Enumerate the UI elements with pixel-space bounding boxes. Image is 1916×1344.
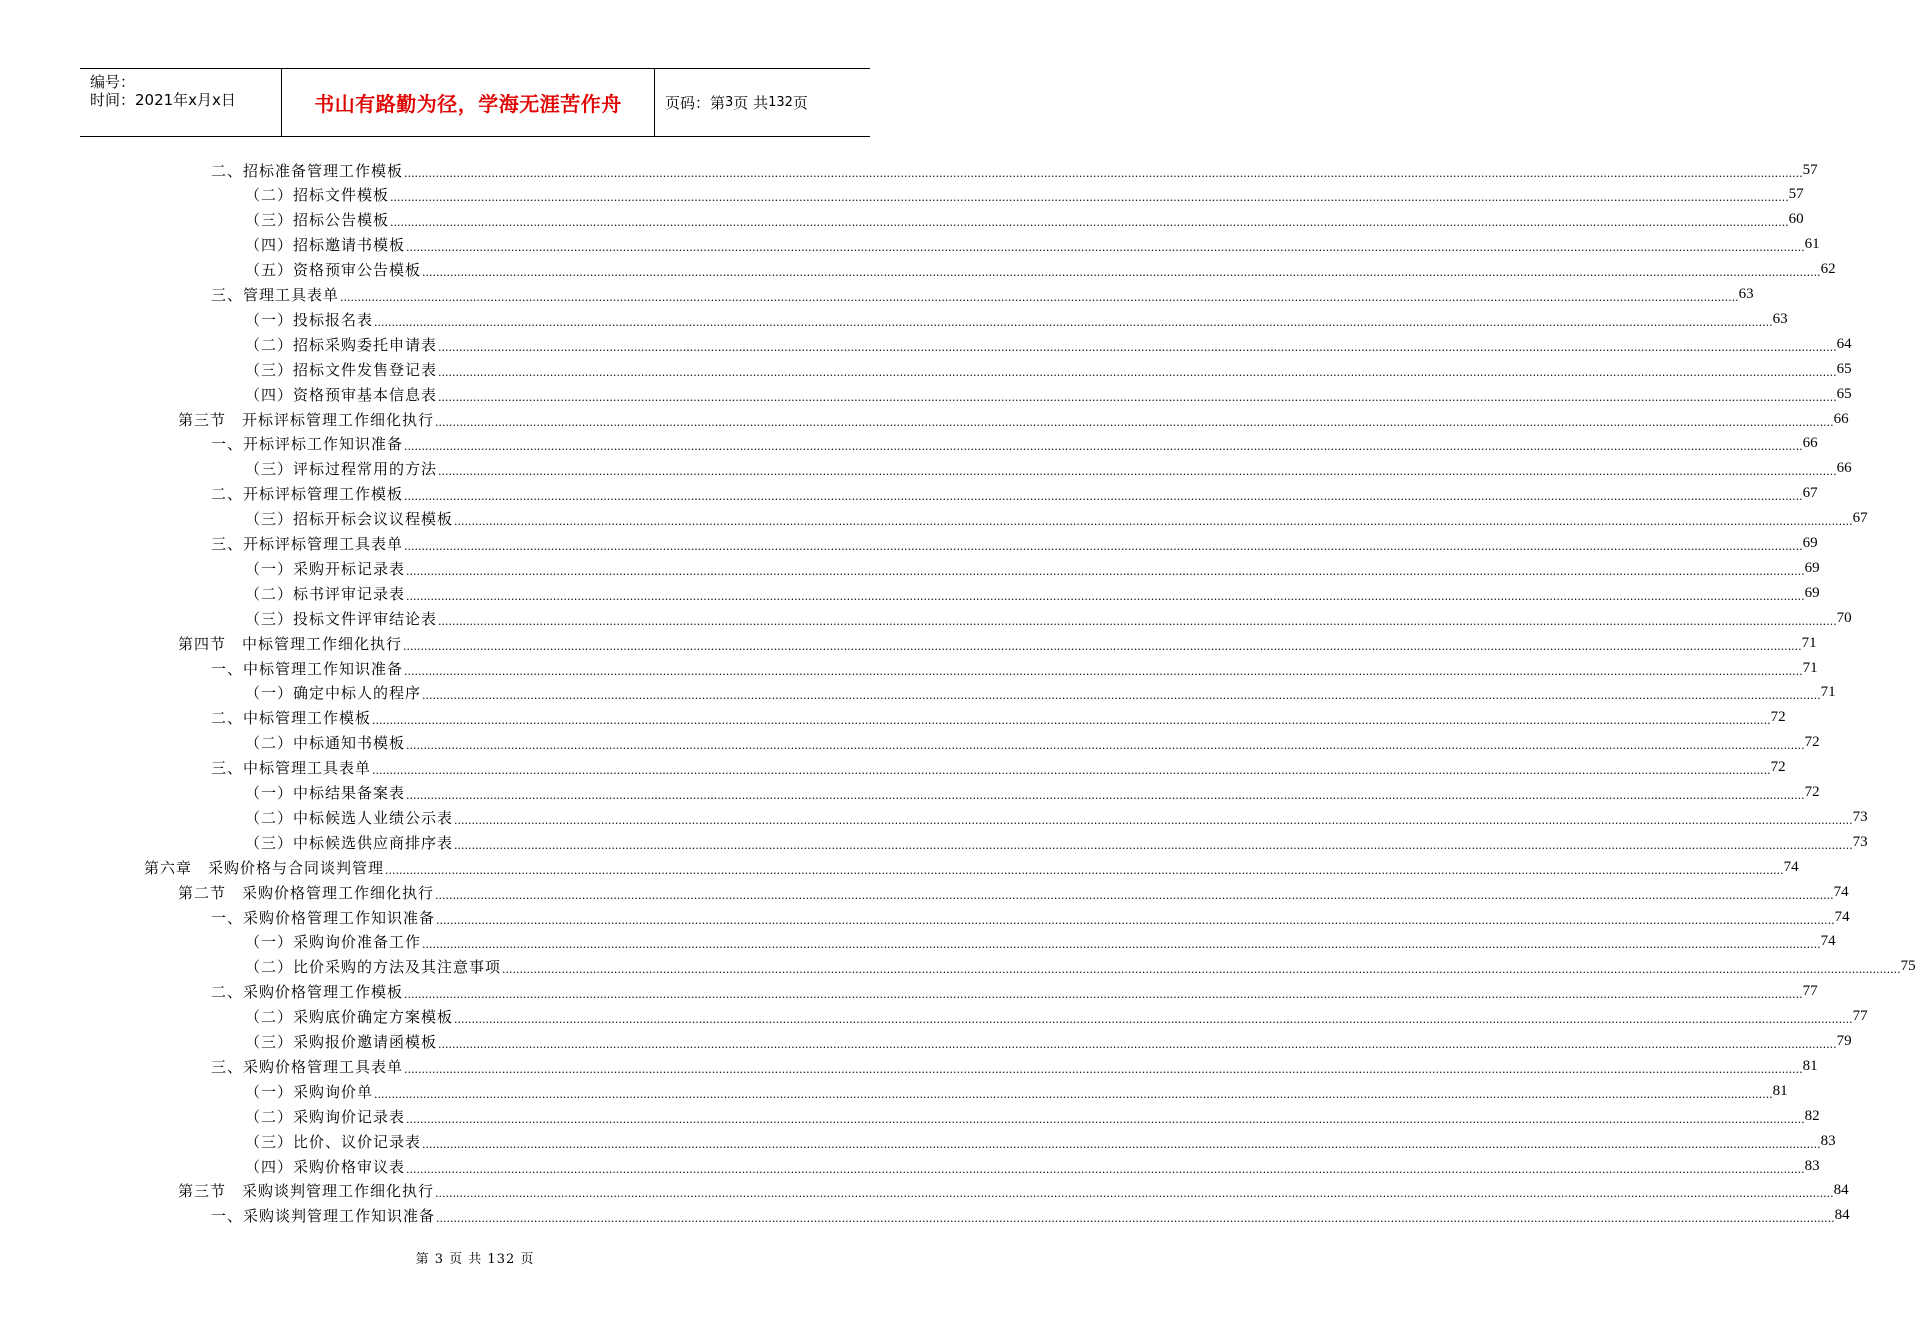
toc-entry[interactable] — [245, 681, 1836, 705]
toc-dot-leader: ................................................................................................................................................................................................................................................................................................................................................................................................................ — [435, 1187, 1834, 1201]
toc-entry[interactable] — [211, 432, 1818, 456]
header-page-info — [655, 69, 870, 136]
toc-entry[interactable] — [211, 656, 1818, 680]
toc-entry[interactable] — [245, 955, 1916, 979]
header-motto-cell — [282, 69, 655, 136]
toc-entry-page: 81 — [1772, 1082, 1788, 1099]
toc-dot-leader: ................................................................................................................................................................................................................................................................................................................................................................................................................ — [406, 564, 1805, 578]
toc-entry-title: （三）招标文件发售登记表 — [245, 360, 438, 379]
toc-entry[interactable] — [245, 507, 1868, 531]
toc-entry-title: 三、采购价格管理工具表单 — [211, 1057, 404, 1076]
toc-entry-page: 64 — [1836, 335, 1852, 352]
toc-entry[interactable] — [245, 233, 1820, 257]
toc-entry-title: 二、中标管理工作模板 — [211, 709, 372, 728]
toc-entry-title: 第三节 开标评标管理工作细化执行 — [178, 410, 435, 429]
page-mid: 页 共 — [733, 94, 769, 112]
toc-entry-page: 74 — [1820, 933, 1836, 950]
toc-entry-page: 82 — [1804, 1107, 1820, 1124]
toc-entry[interactable] — [245, 930, 1836, 954]
toc-entry-page: 71 — [1820, 684, 1836, 701]
toc-entry-page: 74 — [1834, 908, 1850, 925]
toc-entry-page: 66 — [1802, 435, 1818, 452]
toc-entry-title: 三、开标评标管理工具表单 — [211, 535, 404, 553]
toc-dot-leader: ................................................................................................................................................................................................................................................................................................................................................................................................................ — [438, 465, 1837, 479]
toc-entry[interactable] — [245, 606, 1852, 630]
toc-dot-leader: ................................................................................................................................................................................................................................................................................................................................................................................................................ — [403, 639, 1802, 653]
toc-entry[interactable] — [178, 631, 1817, 655]
toc-entry-title: （二）中标通知书模板 — [245, 734, 406, 753]
toc-dot-leader: ................................................................................................................................................................................................................................................................................................................................................................................................................ — [406, 1112, 1805, 1126]
toc-entry[interactable] — [211, 1204, 1850, 1228]
toc-dot-leader: ................................................................................................................................................................................................................................................................................................................................................................................................................ — [438, 614, 1837, 628]
toc-dot-leader: ................................................................................................................................................................................................................................................................................................................................................................................................................ — [422, 689, 1821, 703]
toc-entry[interactable] — [245, 332, 1852, 356]
toc-dot-leader: ................................................................................................................................................................................................................................................................................................................................................................................................................ — [454, 813, 1853, 827]
toc-entry[interactable] — [178, 1179, 1849, 1203]
toc-entry-title: （四）资格预审基本信息表 — [245, 385, 438, 404]
toc-entry[interactable] — [245, 1079, 1788, 1103]
header-meta — [80, 69, 282, 136]
toc-dot-leader: ................................................................................................................................................................................................................................................................................................................................................................................................................ — [436, 913, 1835, 927]
toc-dot-leader: ................................................................................................................................................................................................................................................................................................................................................................................................................ — [390, 191, 1789, 205]
toc-entry[interactable] — [211, 532, 1818, 556]
toc-dot-leader: ................................................................................................................................................................................................................................................................................................................................................................................................................ — [422, 938, 1821, 952]
toc-entry[interactable] — [245, 1005, 1868, 1029]
toc-entry-page: 84 — [1833, 1182, 1849, 1199]
toc-entry-page: 63 — [1738, 286, 1754, 302]
toc-entry[interactable] — [245, 805, 1868, 829]
toc-entry[interactable] — [144, 855, 1799, 879]
toc-entry[interactable] — [245, 183, 1804, 207]
toc-entry-page: 83 — [1820, 1132, 1836, 1149]
toc-entry-title: （四）招标邀请书模板 — [245, 236, 406, 255]
toc-entry[interactable] — [211, 1054, 1818, 1078]
toc-dot-leader: ................................................................................................................................................................................................................................................................................................................................................................................................................ — [438, 1038, 1837, 1051]
toc-entry[interactable] — [211, 756, 1786, 780]
toc-dot-leader: ................................................................................................................................................................................................................................................................................................................................................................................................................ — [435, 888, 1834, 902]
toc-entry-page: 67 — [1802, 485, 1818, 502]
toc-entry-title: 一、中标管理工作知识准备 — [211, 659, 404, 678]
toc-entry-title: 一、开标评标工作知识准备 — [211, 435, 404, 454]
toc-entry-title: （一）采购开标记录表 — [245, 559, 406, 578]
toc-dot-leader: ................................................................................................................................................................................................................................................................................................................................................................................................................ — [435, 415, 1834, 429]
toc-dot-leader: ................................................................................................................................................................................................................................................................................................................................................................................................................ — [406, 739, 1805, 753]
toc-entry-page: 72 — [1804, 784, 1820, 800]
toc-entry-title: （三）评标过程常用的方法 — [245, 460, 438, 479]
toc-dot-leader: ................................................................................................................................................................................................................................................................................................................................................................................................................ — [404, 1062, 1803, 1076]
toc-entry-title: （三）招标公告模板 — [245, 211, 390, 230]
toc-entry[interactable] — [245, 307, 1788, 331]
toc-dot-leader: ................................................................................................................................................................................................................................................................................................................................................................................................................ — [372, 714, 1771, 728]
toc-dot-leader: ................................................................................................................................................................................................................................................................................................................................................................................................................ — [422, 266, 1821, 280]
toc-entry[interactable] — [211, 158, 1818, 182]
toc-dot-leader: ................................................................................................................................................................................................................................................................................................................................................................................................................ — [372, 764, 1771, 778]
toc-entry[interactable] — [245, 556, 1820, 580]
toc-entry-page: 74 — [1783, 858, 1799, 875]
toc-dot-leader: ................................................................................................................................................................................................................................................................................................................................................................................................................ — [454, 838, 1853, 852]
toc-entry-title: 三、管理工具表单 — [211, 286, 340, 304]
toc-entry-page: 75 — [1900, 958, 1916, 975]
toc-entry-page: 63 — [1772, 310, 1788, 327]
toc-entry-title: （三）采购报价邀请函模板 — [245, 1033, 438, 1051]
toc-entry-title: （二）采购询价记录表 — [245, 1107, 406, 1126]
toc-dot-leader: ................................................................................................................................................................................................................................................................................................................................................................................................................ — [404, 988, 1803, 1002]
toc-entry-title: 二、采购价格管理工作模板 — [211, 983, 404, 1002]
page-total: 132 — [768, 95, 793, 110]
toc-entry[interactable] — [245, 781, 1820, 805]
toc-entry-title: （一）确定中标人的程序 — [245, 684, 422, 703]
toc-entry-page: 72 — [1770, 759, 1786, 776]
toc-entry[interactable] — [211, 706, 1786, 730]
toc-entry[interactable] — [211, 980, 1818, 1004]
toc-dot-leader: ................................................................................................................................................................................................................................................................................................................................................................................................................ — [502, 963, 1901, 977]
toc-entry-page: 65 — [1836, 360, 1852, 377]
toc-entry[interactable] — [178, 407, 1849, 431]
toc-entry-page: 66 — [1833, 410, 1849, 427]
toc-entry-page: 57 — [1788, 186, 1804, 203]
toc-dot-leader: ................................................................................................................................................................................................................................................................................................................................................................................................................ — [454, 515, 1853, 529]
toc-entry-page: 62 — [1820, 261, 1836, 278]
toc-entry-page: 57 — [1802, 161, 1818, 178]
toc-entry-page: 84 — [1834, 1207, 1850, 1224]
toc-entry-page: 70 — [1836, 609, 1852, 626]
toc-entry-title: （二）招标文件模板 — [245, 186, 390, 205]
toc-dot-leader: ................................................................................................................................................................................................................................................................................................................................................................................................................ — [385, 863, 1784, 877]
toc-dot-leader: ................................................................................................................................................................................................................................................................................................................................................................................................................ — [374, 315, 1773, 329]
toc-entry-title: （四）采购价格审议表 — [245, 1157, 406, 1176]
toc-dot-leader: ................................................................................................................................................................................................................................................................................................................................................................................................................ — [438, 365, 1837, 379]
toc-entry[interactable] — [245, 1129, 1836, 1153]
toc-entry-title: （五）资格预审公告模板 — [245, 261, 422, 280]
toc-entry-title: 第二节 采购价格管理工作细化执行 — [178, 883, 435, 902]
toc-entry-title: 第六章 采购价格与合同谈判管理 — [144, 858, 385, 877]
toc-entry-title: （一）中标结果备案表 — [245, 784, 406, 802]
toc-entry-page: 67 — [1852, 510, 1868, 527]
toc-entry[interactable] — [245, 208, 1804, 232]
toc-entry-page: 73 — [1852, 808, 1868, 825]
toc-entry-page: 74 — [1833, 883, 1849, 900]
toc-entry[interactable] — [211, 905, 1850, 929]
toc-entry[interactable] — [245, 1104, 1820, 1128]
toc-entry-page: 61 — [1804, 236, 1820, 253]
page-suffix: 页 — [792, 94, 808, 112]
toc-dot-leader: ................................................................................................................................................................................................................................................................................................................................................................................................................ — [404, 490, 1803, 504]
toc-dot-leader: ................................................................................................................................................................................................................................................................................................................................................................................................................ — [406, 789, 1805, 802]
toc-entry-title: （三）中标候选供应商排序表 — [245, 833, 454, 852]
toc-dot-leader: ................................................................................................................................................................................................................................................................................................................................................................................................................ — [436, 1212, 1835, 1226]
toc-entry[interactable] — [245, 581, 1820, 605]
motto: 书山有路勤为径，学海无涯苦作舟 — [314, 92, 622, 116]
number-label: 编号： — [90, 73, 136, 91]
toc-entry-title: （一）采购询价单 — [245, 1082, 374, 1101]
toc-dot-leader: ................................................................................................................................................................................................................................................................................................................................................................................................................ — [390, 216, 1789, 230]
toc-dot-leader: ................................................................................................................................................................................................................................................................................................................................................................................................................ — [404, 166, 1803, 180]
toc-dot-leader: ................................................................................................................................................................................................................................................................................................................................................................................................................ — [404, 440, 1803, 454]
toc-entry-page: 77 — [1802, 983, 1818, 1000]
toc-entry-page: 69 — [1804, 584, 1820, 601]
toc-entry[interactable] — [245, 1154, 1820, 1178]
toc-entry-title: 一、采购谈判管理工作知识准备 — [211, 1207, 436, 1226]
toc-entry[interactable] — [211, 482, 1818, 506]
toc-dot-leader: ................................................................................................................................................................................................................................................................................................................................................................................................................ — [454, 1013, 1853, 1027]
toc-entry-title: 二、招标准备管理工作模板 — [211, 161, 404, 180]
toc-entry-page: 71 — [1802, 659, 1818, 676]
page-footer: 第 3 页 共 132 页 — [415, 1252, 535, 1267]
toc-dot-leader: ................................................................................................................................................................................................................................................................................................................................................................................................................ — [404, 664, 1803, 678]
page-current: 3 — [725, 95, 734, 110]
toc-entry-title: 第四节 中标管理工作细化执行 — [178, 634, 403, 653]
toc-entry-title: （一）投标报名表 — [245, 310, 374, 329]
toc-dot-leader: ................................................................................................................................................................................................................................................................................................................................................................................................................ — [406, 241, 1805, 255]
toc-entry[interactable] — [245, 731, 1820, 755]
toc-entry[interactable] — [245, 357, 1852, 381]
toc-entry[interactable] — [245, 382, 1852, 406]
toc-entry-title: （一）采购询价准备工作 — [245, 933, 422, 952]
toc-entry[interactable] — [245, 258, 1836, 282]
toc-entry-page: 60 — [1788, 211, 1804, 228]
page-prefix: 页码：第 — [665, 94, 726, 112]
toc-entry-title: （二）标书评审记录表 — [245, 584, 406, 603]
toc-entry-page: 77 — [1852, 1008, 1868, 1025]
toc-entry-title: （二）招标采购委托申请表 — [245, 335, 438, 354]
toc-entry[interactable] — [245, 457, 1852, 481]
toc-entry-page: 71 — [1801, 634, 1817, 651]
toc-entry[interactable] — [245, 830, 1868, 854]
toc-entry-title: 二、开标评标管理工作模板 — [211, 485, 404, 504]
toc-entry-page: 72 — [1804, 734, 1820, 751]
toc-dot-leader: ................................................................................................................................................................................................................................................................................................................................................................................................................ — [374, 1087, 1773, 1101]
toc-entry-title: 一、采购价格管理工作知识准备 — [211, 908, 436, 927]
toc-entry[interactable] — [178, 880, 1849, 904]
toc-entry-title: （二）中标候选人业绩公示表 — [245, 808, 454, 827]
toc-dot-leader: ................................................................................................................................................................................................................................................................................................................................................................................................................ — [422, 1137, 1821, 1151]
toc-dot-leader: ................................................................................................................................................................................................................................................................................................................................................................................................................ — [438, 340, 1837, 354]
toc-entry-page: 66 — [1836, 460, 1852, 477]
toc-entry-title: （三）招标开标会议议程模板 — [245, 510, 454, 529]
toc-entry[interactable] — [245, 1030, 1852, 1054]
page-header — [80, 68, 870, 137]
time-label: 时间：2021年x月x日 — [90, 91, 236, 109]
toc-entry-page: 65 — [1836, 385, 1852, 402]
toc-entry-title: （三）比价、议价记录表 — [245, 1132, 422, 1151]
toc-entry-page: 72 — [1770, 709, 1786, 726]
toc-entry-title: （二）比价采购的方法及其注意事项 — [245, 958, 502, 977]
toc-dot-leader: ................................................................................................................................................................................................................................................................................................................................................................................................................ — [438, 390, 1837, 404]
toc-entry-page: 79 — [1836, 1033, 1852, 1049]
toc-dot-leader: ................................................................................................................................................................................................................................................................................................................................................................................................................ — [406, 1162, 1805, 1176]
toc-entry-title: 第三节 采购谈判管理工作细化执行 — [178, 1182, 435, 1201]
toc-entry-page: 73 — [1852, 833, 1868, 850]
toc-entry-title: 三、中标管理工具表单 — [211, 759, 372, 778]
toc-entry-title: （二）采购底价确定方案模板 — [245, 1008, 454, 1027]
toc-entry-page: 69 — [1804, 559, 1820, 576]
toc-entry-title: （三）投标文件评审结论表 — [245, 609, 438, 628]
toc-entry-page: 69 — [1802, 535, 1818, 551]
toc-dot-leader: ................................................................................................................................................................................................................................................................................................................................................................................................................ — [406, 589, 1805, 603]
toc-entry[interactable] — [211, 283, 1754, 307]
toc-entry-page: 81 — [1802, 1057, 1818, 1074]
toc-entry-page: 83 — [1804, 1157, 1820, 1174]
toc-dot-leader: ................................................................................................................................................................................................................................................................................................................................................................................................................ — [340, 291, 1739, 304]
toc-dot-leader: ................................................................................................................................................................................................................................................................................................................................................................................................................ — [404, 540, 1803, 553]
